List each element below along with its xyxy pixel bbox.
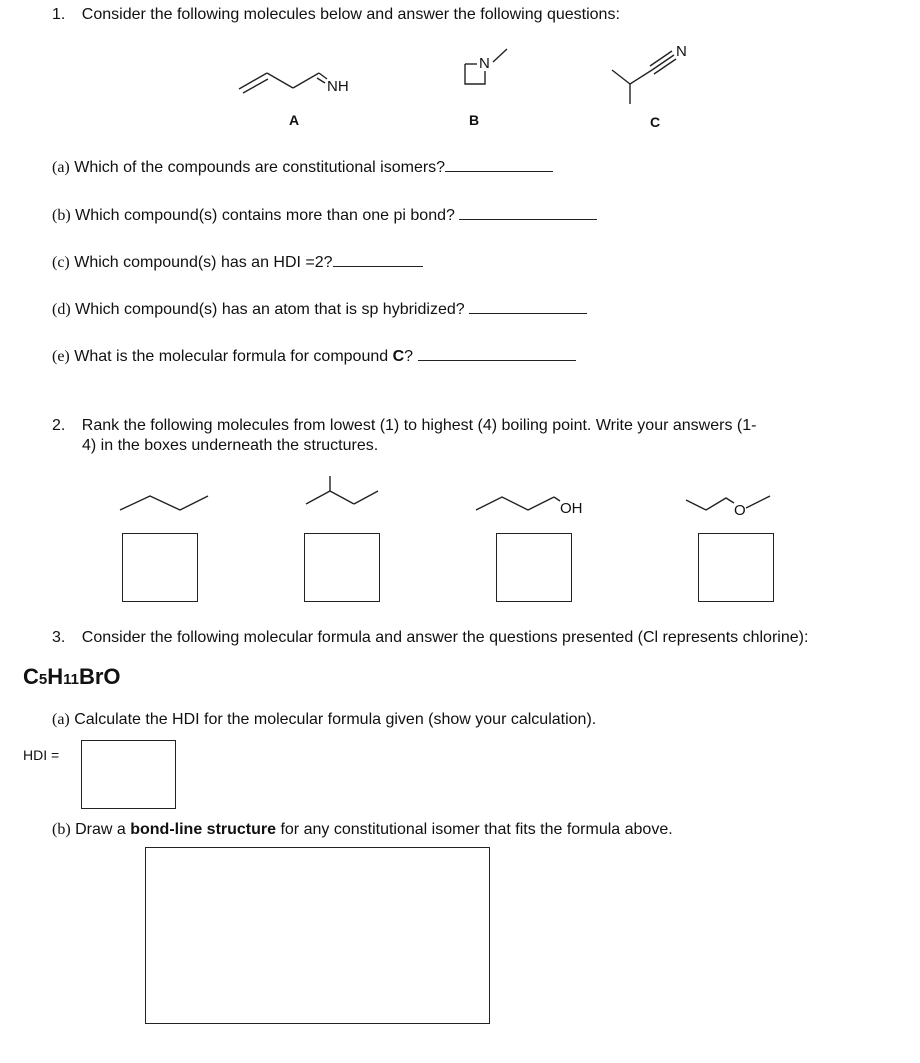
ether-chain (686, 498, 734, 510)
q2-heading (52, 417, 756, 435)
q2-number: 2. (52, 417, 66, 434)
q3-number: 3. (52, 629, 66, 646)
structure-drawing-box[interactable] (145, 847, 490, 1024)
hdi-answer-box[interactable] (81, 740, 176, 809)
molecule-b-methyl-bond (493, 49, 507, 62)
q1-part-c-letter: (c) (52, 254, 70, 271)
molecule-b-n-label: N (479, 55, 490, 72)
molecule-c-n-label: N (676, 43, 687, 60)
q3-part-b (52, 821, 673, 839)
q3-part-b-text-after: for any constitutional isomer that fits the formula above. (276, 821, 673, 838)
q3-part-a-text: Calculate the HDI for the molecular formula given (show your calculation). (74, 711, 597, 728)
q1-part-d-text: Which compound(s) has an atom that is sp hybridized? (75, 301, 465, 318)
q1-part-a-text: Which of the compounds are constitutional isomers? (74, 159, 446, 176)
molecule-c-structure (600, 42, 700, 110)
q3-part-b-letter: (b) (52, 821, 71, 838)
q1-part-e-bold: C (392, 348, 405, 365)
molecule-c-bond (630, 70, 652, 84)
rank-box-ether[interactable] (698, 533, 774, 602)
molecule-butane-structure (118, 490, 218, 520)
q1-part-b-letter: (b) (52, 207, 71, 224)
q1-part-b (52, 205, 597, 225)
q1-prompt: Consider the following molecules below and answer the following questions: (81, 6, 620, 23)
o-label: O (734, 502, 746, 519)
molecule-a-structure (235, 62, 365, 102)
butanol-chain (476, 497, 554, 510)
molecule-c-label: C (650, 114, 661, 130)
isobutane-bond (306, 491, 330, 504)
q3-part-a (52, 711, 596, 729)
molecule-ether-structure (684, 490, 794, 520)
q1-part-d-letter: (d) (52, 301, 71, 318)
q1-part-c-text: Which compound(s) has an HDI =2? (74, 254, 333, 271)
molecule-a-bond (293, 73, 319, 88)
answer-blank-c[interactable] (333, 252, 423, 267)
rank-box-butane[interactable] (122, 533, 198, 602)
rank-box-isobutane[interactable] (304, 533, 380, 602)
q3-part-a-letter: (a) (52, 711, 70, 728)
q2-prompt-line1: Rank the following molecules from lowest (1) to highest (4) boiling point. Write your answers (1- (81, 417, 757, 434)
molecule-b-label: B (469, 112, 480, 128)
answer-blank-b[interactable] (459, 205, 597, 220)
ether-bond (746, 496, 770, 508)
q3-prompt: Consider the following molecular formula and answer the questions presented (Cl represents chlorine): (81, 629, 809, 646)
formula-h: H (47, 664, 64, 689)
isobutane-bond (354, 491, 378, 504)
formula-h-sub: 11 (63, 671, 79, 688)
q1-part-e-letter: (e) (52, 348, 70, 365)
q1-part-e-text-after: ? (404, 348, 414, 365)
q1-part-e-text: What is the molecular formula for compound (74, 348, 393, 365)
q1-part-b-text: Which compound(s) contains more than one pi bond? (75, 207, 455, 224)
q3-part-b-text: Draw a (75, 821, 131, 838)
answer-blank-a[interactable] (445, 157, 553, 172)
q1-number: 1. (52, 6, 66, 23)
q2-prompt-line2: 4) in the boxes underneath the structures. (82, 437, 379, 454)
molecule-a-bond (319, 73, 327, 79)
molecule-a-bond (267, 73, 293, 88)
molecule-butanol-structure (474, 490, 604, 520)
formula-c: C (23, 664, 39, 689)
molecular-formula (23, 664, 121, 690)
butane-chain (120, 496, 208, 510)
formula-rest: BrO (78, 664, 121, 689)
molecule-a-double-bond (243, 79, 268, 93)
q3-part-b-bold: bond-line structure (130, 821, 277, 838)
hdi-label: HDI = (23, 747, 60, 763)
oh-label: OH (560, 500, 583, 517)
q1-part-a-letter: (a) (52, 159, 70, 176)
molecule-a-double-bond (317, 78, 325, 83)
q1-part-d (52, 299, 587, 319)
q1-part-a (52, 157, 553, 177)
answer-blank-e[interactable] (418, 346, 576, 361)
rank-box-butanol[interactable] (496, 533, 572, 602)
answer-blank-d[interactable] (469, 299, 587, 314)
q1-part-c (52, 252, 423, 272)
molecule-c-bond (612, 70, 630, 84)
molecule-b-structure (455, 44, 525, 92)
q1-heading (52, 6, 620, 24)
molecule-isobutane-structure (300, 474, 390, 514)
isobutane-bond (330, 491, 354, 504)
molecule-a-label: A (289, 112, 300, 128)
q1-part-e (52, 346, 576, 366)
molecule-a-nh-label: NH (327, 78, 349, 95)
formula-c-sub: 5 (38, 671, 48, 688)
q3-heading (52, 629, 808, 647)
